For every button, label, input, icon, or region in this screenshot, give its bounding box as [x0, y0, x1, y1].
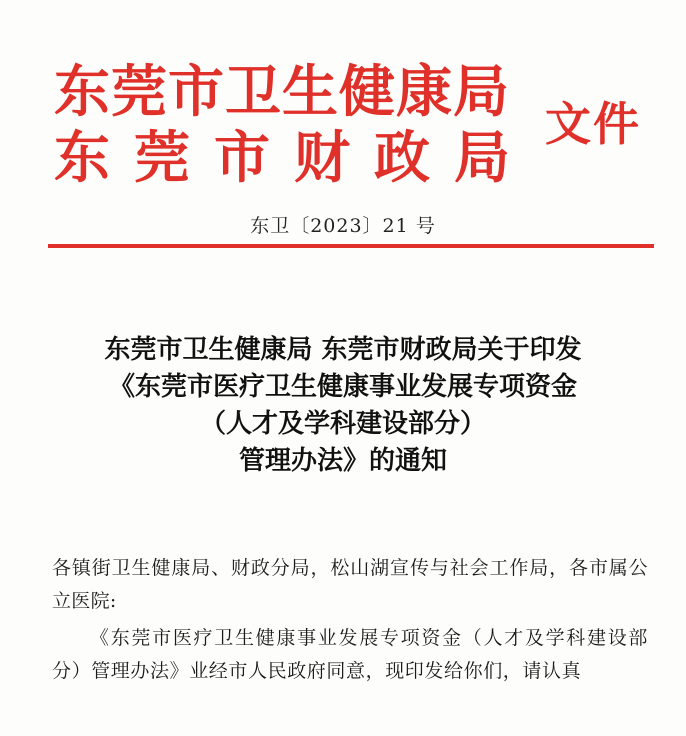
document-title — [20, 332, 666, 480]
title-line-1: 东莞市卫生健康局 东莞市财政局关于印发 — [104, 335, 582, 365]
salutation: 各镇街卫生健康局、财政分局，松山湖宣传与社会工作局，各市属公立医院: — [52, 557, 648, 612]
document-number: 东卫〔2023〕21 号 — [250, 215, 436, 237]
body-paragraph-1: 《东莞市医疗卫生健康事业发展专项资金（人才及学科建设部分）管理办法》业经市人民政府同意，现印发给你们，请认真 — [52, 627, 648, 682]
issuer-finance-bureau: 东莞市财政局 — [54, 126, 534, 191]
title-line-3: （人才及学科建设部分） — [199, 409, 486, 439]
document-suffix: 文件 — [545, 97, 641, 151]
red-divider-line — [48, 244, 654, 248]
document-body — [52, 552, 648, 688]
issuing-authorities — [54, 60, 534, 192]
issuer-health-bureau: 东莞市卫生健康局 — [54, 60, 510, 125]
title-line-2: 《东莞市医疗卫生健康事业发展专项资金 — [108, 372, 577, 402]
title-line-4: 管理办法》的通知 — [238, 446, 447, 476]
